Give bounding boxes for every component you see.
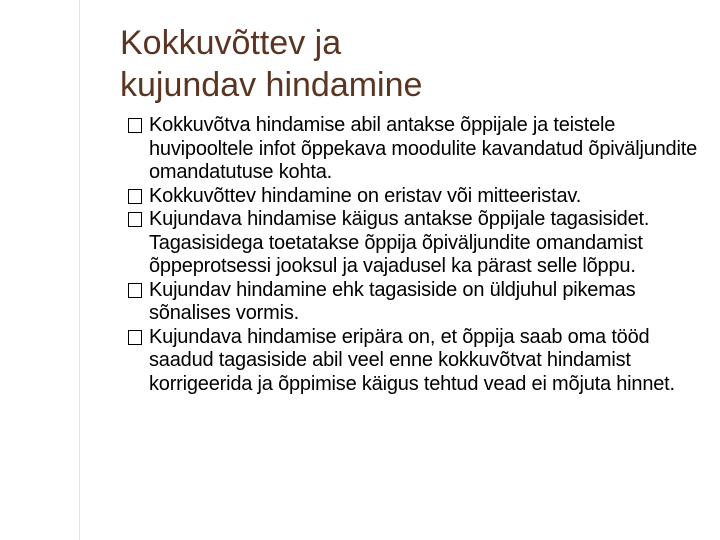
bullet-box-icon bbox=[128, 283, 142, 298]
bullet-box-icon bbox=[128, 212, 142, 227]
bullet-box-icon bbox=[128, 330, 142, 345]
bullet-box-icon bbox=[128, 189, 142, 204]
slide-title bbox=[120, 22, 680, 106]
bullet-item bbox=[128, 208, 710, 279]
bullet-box-icon bbox=[128, 118, 142, 133]
bullet-text: Kujundava hindamise käigus antakse õppijale tagasisidet. Tagasisidega toetatakse õppija õpiväljundite omandamist õppeprotsessi jooksul ja vajadusel ka pärast selle lõppu. bbox=[149, 208, 650, 277]
bullet-text: Kokkuvõttev hindamine on eristav või mitteeristav. bbox=[149, 184, 582, 207]
bullet-list bbox=[128, 114, 710, 396]
slide-title-line-1: Kokkuvõttev ja bbox=[120, 24, 342, 62]
slide-accent-line bbox=[79, 0, 80, 540]
bullet-item bbox=[128, 114, 710, 185]
bullet-text: Kokkuvõtva hindamise abil antakse õppijale ja teistele huvipooltele infot õppekava moodulite kavandatud õpiväljundite omandatutuse kohta. bbox=[149, 114, 698, 183]
bullet-item bbox=[128, 185, 710, 209]
slide-title-line-2: kujundav hindamine bbox=[120, 66, 423, 104]
bullet-item bbox=[128, 279, 710, 326]
bullet-text: Kujundava hindamise eripära on, et õppija saab oma tööd saadud tagasiside abil veel enne kokkuvõtvat hindamist korrigeerida ja õppimise käigus tehtud vead ei mõjuta hinnet. bbox=[149, 325, 675, 395]
bullet-text: Kujundav hindamine ehk tagasiside on üldjuhul pikemas sõnalises vormis. bbox=[149, 278, 636, 324]
bullet-item bbox=[128, 326, 710, 397]
